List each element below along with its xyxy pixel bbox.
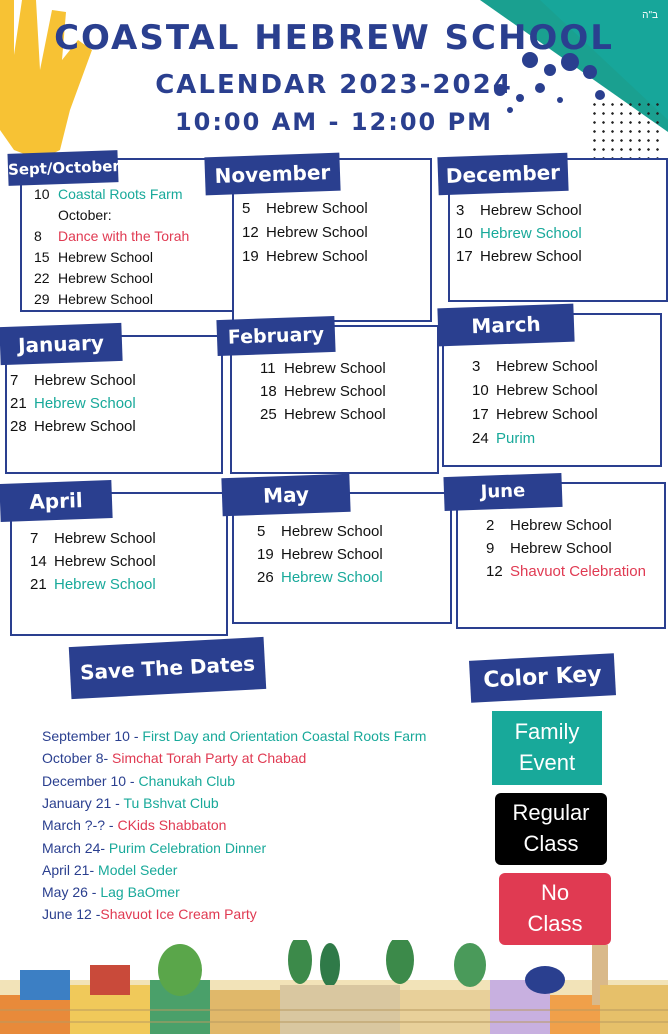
calendar-entry bbox=[260, 360, 386, 377]
entry-label: Hebrew School bbox=[284, 406, 386, 423]
entry-label: Shavuot Celebration bbox=[510, 563, 646, 580]
entry-date: 17 bbox=[472, 406, 489, 423]
jerusalem-skyline-illustration bbox=[0, 940, 668, 1034]
entry-date: 28 bbox=[10, 418, 27, 435]
entry-label: Hebrew School bbox=[281, 546, 383, 563]
entry-label: Hebrew School bbox=[510, 540, 612, 557]
entry-label: Hebrew School bbox=[281, 569, 383, 586]
calendar-entry bbox=[472, 406, 598, 423]
save-date-label: June 12 - bbox=[42, 906, 101, 923]
save-the-date-item bbox=[42, 728, 426, 744]
color-key-no-class bbox=[499, 873, 611, 945]
entry-date: 5 bbox=[242, 200, 251, 217]
entry-date: 3 bbox=[472, 358, 481, 375]
save-date-label: March ?-? - bbox=[42, 817, 118, 834]
month-tab-sept: Sept/October bbox=[7, 150, 118, 186]
entry-date: 9 bbox=[486, 540, 495, 557]
entry-date: 18 bbox=[260, 383, 277, 400]
entry-label: Hebrew School bbox=[480, 202, 582, 219]
entry-date: 22 bbox=[34, 270, 50, 286]
entry-label: Hebrew School bbox=[496, 406, 598, 423]
color-key-no-line1: No bbox=[540, 880, 570, 905]
entry-label: Hebrew School bbox=[281, 523, 383, 540]
entry-date: 24 bbox=[472, 430, 489, 447]
calendar-entry bbox=[486, 563, 646, 580]
calendar-entry bbox=[10, 418, 136, 435]
month-tab-jan: January bbox=[0, 323, 123, 365]
entry-label: Hebrew School bbox=[34, 418, 136, 435]
calendar-entry bbox=[242, 224, 368, 241]
entry-date: 3 bbox=[456, 202, 465, 219]
entry-date: 12 bbox=[486, 563, 503, 580]
color-key-no-line2: Class bbox=[527, 911, 583, 936]
save-date-event: First Day and Orientation Coastal Roots Farm bbox=[142, 728, 427, 744]
save-date-label: October 8- bbox=[42, 750, 113, 767]
calendar-entry bbox=[486, 517, 612, 534]
save-date-event: Model Seder bbox=[98, 861, 178, 878]
month-tab-apr: April bbox=[0, 480, 113, 522]
entry-date: 29 bbox=[34, 291, 50, 307]
entry-label: Hebrew School bbox=[284, 360, 386, 377]
entry-date: 26 bbox=[257, 569, 274, 586]
save-the-date-item bbox=[42, 795, 219, 811]
entry-date: 15 bbox=[34, 249, 50, 265]
entry-date: 5 bbox=[257, 523, 266, 540]
calendar-entry bbox=[260, 406, 386, 423]
save-the-date-item bbox=[42, 817, 226, 833]
hours-title: 10:00 AM - 12:00 PM bbox=[174, 108, 494, 136]
calendar-entry bbox=[34, 228, 189, 244]
entry-date: 10 bbox=[456, 225, 473, 242]
calendar-entry bbox=[257, 523, 383, 540]
entry-label: Hebrew School bbox=[266, 224, 368, 241]
calendar-entry bbox=[260, 383, 386, 400]
save-date-event: Simchat Torah Party at Chabad bbox=[112, 750, 307, 767]
save-date-event: Lag BaOmer bbox=[100, 884, 180, 901]
calendar-entry bbox=[34, 186, 182, 202]
color-key-family-event bbox=[492, 711, 602, 785]
entry-date: 7 bbox=[30, 530, 39, 547]
save-date-label: December 10 - bbox=[42, 772, 139, 789]
save-date-label: April 21- bbox=[42, 861, 99, 878]
entry-label: Hebrew School bbox=[58, 270, 153, 286]
entry-label: Hebrew School bbox=[34, 372, 136, 389]
entry-date: 21 bbox=[10, 395, 27, 412]
entry-label: Hebrew School bbox=[54, 576, 156, 593]
save-the-date-item bbox=[42, 840, 266, 856]
month-tab-mar: March bbox=[437, 304, 574, 347]
calendar-entry bbox=[472, 382, 598, 399]
school-title: COASTAL HEBREW SCHOOL bbox=[54, 18, 614, 58]
color-key-regular-line2: Class bbox=[523, 831, 579, 856]
entry-date: 11 bbox=[260, 360, 276, 377]
entry-label: Coastal Roots Farm bbox=[58, 186, 183, 202]
entry-date: 8 bbox=[34, 228, 42, 244]
save-date-event: Purim Celebration Dinner bbox=[108, 839, 267, 856]
hebrew-corner-mark: ב"ה bbox=[642, 10, 658, 21]
entry-label: Hebrew School bbox=[480, 225, 582, 242]
save-date-label: May 26 - bbox=[42, 884, 101, 901]
entry-label: Hebrew School bbox=[510, 517, 612, 534]
entry-date: 21 bbox=[30, 576, 47, 593]
entry-label: Hebrew School bbox=[480, 248, 582, 265]
calendar-entry bbox=[10, 395, 136, 412]
save-date-label: September 10 - bbox=[42, 728, 143, 744]
save-the-date-item bbox=[42, 750, 306, 766]
calendar-entry bbox=[486, 540, 612, 557]
calendar-entry bbox=[10, 372, 136, 389]
calendar-entry bbox=[34, 270, 153, 286]
calendar-year-title: CALENDAR 2023-2024 bbox=[155, 70, 513, 100]
calendar-entry bbox=[30, 553, 156, 570]
color-key-family-line1: Family bbox=[514, 719, 580, 744]
save-date-label: March 24- bbox=[42, 839, 109, 856]
entry-label: Hebrew School bbox=[266, 200, 368, 217]
calendar-entry bbox=[456, 225, 582, 242]
entry-date: 19 bbox=[257, 546, 274, 563]
entry-label: Dance with the Torah bbox=[58, 228, 190, 244]
entry-date: 25 bbox=[260, 406, 277, 423]
month-tab-feb: February bbox=[216, 316, 335, 356]
color-key-family-line2: Event bbox=[518, 750, 576, 775]
calendar-entry bbox=[30, 576, 156, 593]
entry-label: Hebrew School bbox=[58, 291, 153, 307]
calendar-entry bbox=[34, 249, 153, 265]
month-tab-jun: June bbox=[443, 473, 562, 511]
entry-label: October: bbox=[58, 207, 112, 223]
entry-date: 10 bbox=[472, 382, 489, 399]
entry-label: Hebrew School bbox=[266, 248, 368, 265]
save-the-date-item bbox=[42, 773, 235, 789]
calendar-entry bbox=[472, 358, 598, 375]
entry-date: 7 bbox=[10, 372, 19, 389]
month-tab-nov: November bbox=[204, 153, 340, 196]
entry-label: Purim bbox=[496, 430, 536, 447]
calendar-entry bbox=[242, 200, 368, 217]
save-date-event: CKids Shabbaton bbox=[117, 817, 227, 834]
color-key-regular-line1: Regular bbox=[512, 800, 590, 825]
color-key-title: Color Key bbox=[469, 653, 616, 703]
entry-date: 14 bbox=[30, 553, 47, 570]
entry-label: Hebrew School bbox=[284, 383, 386, 400]
save-date-event: Shavuot Ice Cream Party bbox=[100, 906, 257, 923]
entry-date: 2 bbox=[486, 517, 495, 534]
calendar-entry bbox=[472, 430, 535, 447]
save-the-dates-title: Save The Dates bbox=[69, 637, 266, 699]
entry-date: 12 bbox=[242, 224, 259, 241]
color-key-regular-class bbox=[495, 793, 607, 865]
calendar-entry bbox=[34, 291, 153, 307]
save-date-event: Chanukah Club bbox=[138, 772, 235, 789]
save-the-date-item bbox=[42, 884, 180, 900]
entry-label: Hebrew School bbox=[496, 358, 598, 375]
entry-label: Hebrew School bbox=[34, 395, 136, 412]
calendar-entry bbox=[257, 546, 383, 563]
save-date-event: Tu Bshvat Club bbox=[123, 794, 219, 811]
calendar-entry bbox=[242, 248, 368, 265]
calendar-entry bbox=[456, 202, 582, 219]
save-the-date-item bbox=[42, 862, 177, 878]
entry-label: Hebrew School bbox=[54, 530, 156, 547]
entry-date: 19 bbox=[242, 248, 259, 265]
month-tab-may: May bbox=[221, 474, 350, 516]
entry-date: 10 bbox=[34, 186, 50, 202]
entry-label: Hebrew School bbox=[496, 382, 598, 399]
save-date-label: January 21 - bbox=[42, 794, 124, 811]
entry-date: 17 bbox=[456, 248, 473, 265]
entry-label: Hebrew School bbox=[58, 249, 153, 265]
save-the-date-item bbox=[42, 906, 257, 922]
entry-label: Hebrew School bbox=[54, 553, 156, 570]
month-tab-dec: December bbox=[437, 153, 568, 196]
calendar-entry bbox=[456, 248, 582, 265]
calendar-entry bbox=[257, 569, 383, 586]
calendar-entry bbox=[30, 530, 156, 547]
calendar-entry bbox=[34, 207, 112, 223]
